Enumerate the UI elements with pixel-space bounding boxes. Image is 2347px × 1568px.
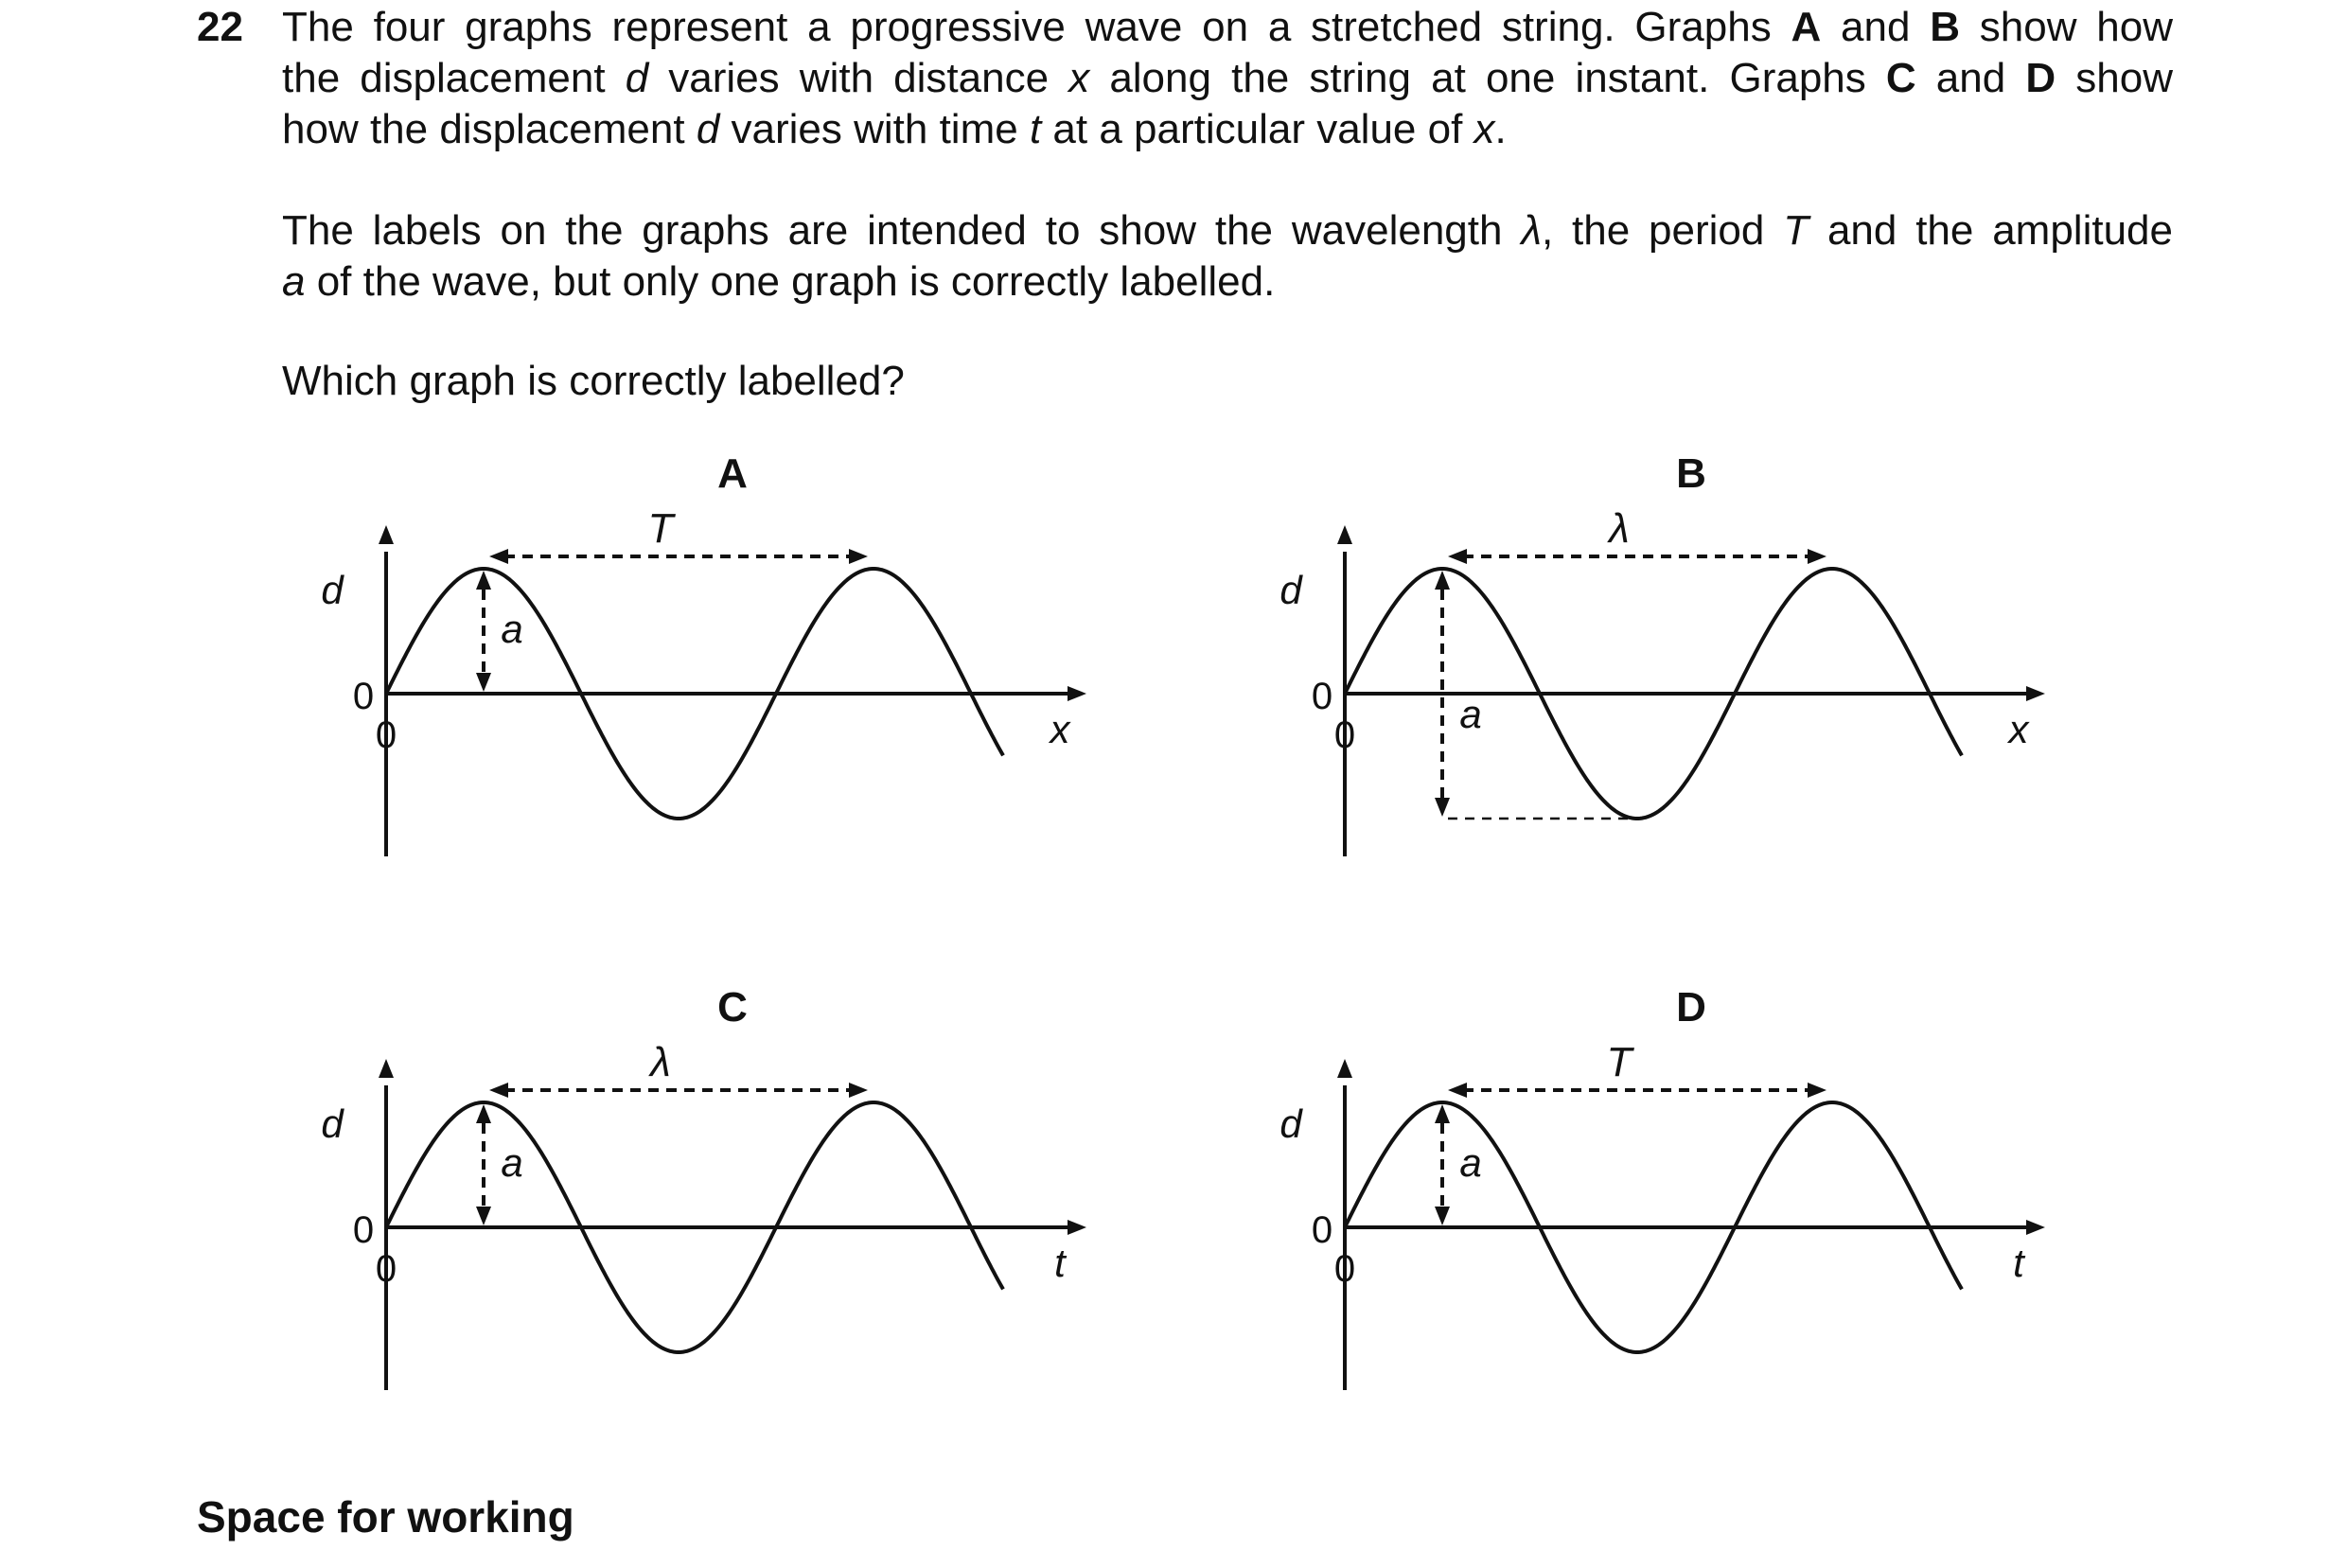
- intro-line: how the displacement d varies with time t at a particular value of x.: [282, 106, 1507, 152]
- prompt-text: Which graph is correctly labelled?: [282, 358, 905, 404]
- origin-label-y: 0: [1311, 1209, 1333, 1251]
- x-axis-arrow: [2026, 686, 2045, 701]
- graph-letter: A: [717, 450, 748, 497]
- amplitude-label: a: [501, 607, 523, 651]
- amplitude-label: a: [1459, 692, 1482, 736]
- graph-letter: C: [717, 984, 748, 1031]
- span-label: λ: [1609, 505, 1630, 552]
- y-axis-arrow: [1337, 525, 1352, 544]
- amplitude-arrow-top: [1435, 1104, 1450, 1123]
- x-axis-arrow: [1068, 686, 1086, 701]
- graph-b: [1279, 450, 2045, 856]
- span-arrow-left: [489, 1083, 508, 1098]
- x-axis-label: t: [1054, 1241, 1066, 1285]
- graph-letter: B: [1676, 450, 1706, 497]
- y-axis-label: d: [1279, 1101, 1302, 1146]
- graph-d: [1279, 984, 2045, 1390]
- y-axis-arrow: [379, 525, 394, 544]
- span-arrow-right: [1808, 1083, 1826, 1098]
- span-arrow-right: [849, 1083, 868, 1098]
- explanation-line: The labels on the graphs are intended to show the wavelength λ, the period T and the amplitude: [282, 207, 2173, 254]
- origin-label-x: 0: [375, 1248, 397, 1290]
- amplitude-label: a: [501, 1140, 523, 1185]
- origin-label-x: 0: [375, 714, 397, 756]
- x-axis-label: t: [2013, 1241, 2024, 1285]
- amplitude-arrow-top: [1435, 571, 1450, 590]
- x-axis-label: x: [1050, 707, 1070, 751]
- y-axis-arrow: [379, 1059, 394, 1078]
- x-axis-label: x: [2008, 707, 2029, 751]
- amplitude-label: a: [1459, 1140, 1482, 1185]
- y-axis-label: d: [321, 1101, 344, 1146]
- span-label: λ: [650, 1039, 671, 1085]
- intro-line: the displacement d varies with distance x along the string at one instant. Graphs C and D show: [282, 55, 2173, 101]
- span-label: T: [1606, 1039, 1632, 1085]
- span-arrow-right: [849, 549, 868, 564]
- explanation-line: a of the wave, but only one graph is correctly labelled.: [282, 258, 1276, 305]
- intro-line: The four graphs represent a progressive wave on a stretched string. Graphs A and B show how: [282, 4, 2173, 50]
- x-axis-arrow: [2026, 1220, 2045, 1235]
- y-axis-label: d: [1279, 568, 1302, 612]
- span-arrow-right: [1808, 549, 1826, 564]
- graph-letter: D: [1676, 984, 1706, 1031]
- origin-label-y: 0: [352, 676, 375, 717]
- x-axis-arrow: [1068, 1220, 1086, 1235]
- y-axis-label: d: [321, 568, 344, 612]
- origin-label-x: 0: [1333, 714, 1356, 756]
- amplitude-arrow-bottom: [1435, 1207, 1450, 1225]
- span-arrow-left: [1448, 549, 1467, 564]
- span-arrow-left: [1448, 1083, 1467, 1098]
- origin-label-y: 0: [1311, 676, 1333, 717]
- graph-a: [321, 450, 1086, 856]
- amplitude-arrow-bottom: [476, 1207, 491, 1225]
- amplitude-arrow-bottom: [1435, 798, 1450, 817]
- amplitude-arrow-top: [476, 1104, 491, 1123]
- working-space-label: Space for working: [197, 1492, 574, 1542]
- origin-label-x: 0: [1333, 1248, 1356, 1290]
- amplitude-arrow-bottom: [476, 673, 491, 692]
- question-number: 22: [197, 4, 243, 50]
- y-axis-arrow: [1337, 1059, 1352, 1078]
- span-arrow-left: [489, 549, 508, 564]
- graph-c: [321, 984, 1086, 1390]
- origin-label-y: 0: [352, 1209, 375, 1251]
- span-label: T: [647, 505, 674, 552]
- amplitude-arrow-top: [476, 571, 491, 590]
